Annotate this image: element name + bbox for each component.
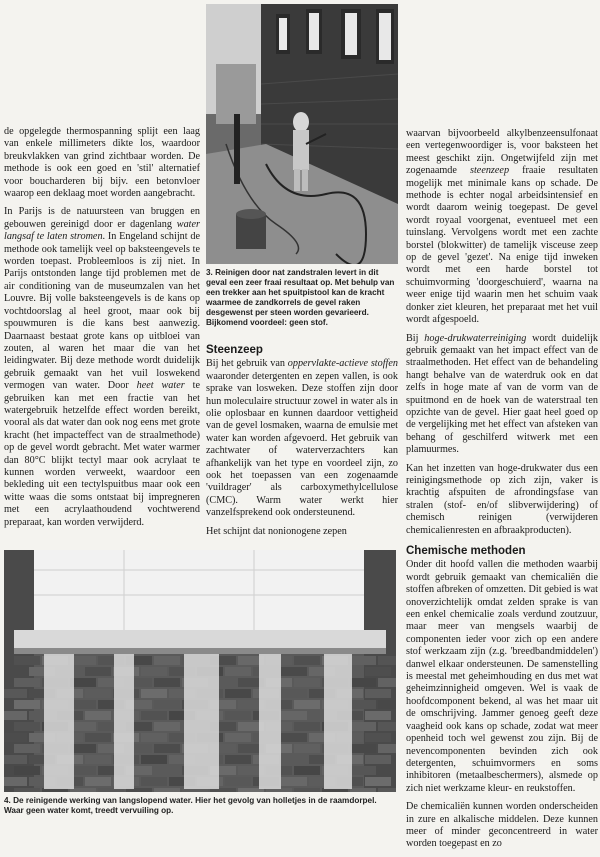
text: . In Engeland schijnt de methode ook tamelijk veel op baksteengevels te worden toepast. Probleemloos is zij niet. In Parijs ontstonden lange tijd problemen met de air conditioning van de museumzalen van het Louvre. Bij volle baksteengevels is de kans op vochtdoorslag al heel groot, maar ook bij spouwmuren is die kans best aanwezig. Daarnaast bestaat grote kans op uitbloei van zouten, al waren het maar die van het leidingwater. Bij deze methode wordt duidelijk gebruik gemaakt van het vuil loswekend vermogen van water. Door <box>4 231 200 392</box>
text: wordt duidelijk gebruik gemaakt van het impact effect van de straalmethoden. Het effect van de behandeling hangt behalve van de waterdruk ook en dat zelfs in hoge mate af van de vorm van de spuitmond en de hoek van de waterstraal ten opzichte van de gevel. Hier gaat heel goed op de vergelijking met het effect van afsteken van behang of geschilferd witwerk met een plamuurmes. <box>406 332 598 456</box>
sandblasting-photo-image <box>206 4 398 264</box>
text: Bij het gebruik van <box>206 358 288 370</box>
right-column <box>406 128 598 857</box>
paragraph <box>406 128 598 327</box>
text: De chemicaliën kunnen worden onderscheiden in zure en alkalische middelen. Deze kunnen meer of minder geconcentreerd in water worden toegepast en zo <box>406 801 598 850</box>
text: te gebruiken kan met een fractie van het watergebruik hetzelfde effect worden bereikt, vooral als dat water dan ook nog eens met grote kracht (het impacteffect van de straalmethode) op de gevel wordt gebracht. Met water warmer dan 80°C blijkt tectyl maar ook acrylaat te kunnen worden verweekt, waardoor een bekleding uit een tectylspuitbus maar ook een witte waas die soms ontstaat bij impregneren met een acrylaathoudend vochtwerend preparaat, kan worden verwijderd. <box>4 380 200 528</box>
photo-caption: 3. Reinigen door nat zandstralen levert in dit geval een zeer fraai resultaat op. Met behulp van een trekker aan het spuitpistool kan de kracht waarmee de zandkorrels de gevel raken desgewenst per steen worden gevarieerd. Bijkomend voordeel: geen stof. <box>206 268 395 327</box>
text: Het schijnt dat nonionogene zepen <box>206 525 347 537</box>
section-heading: Steenzeep <box>206 344 263 356</box>
paragraph <box>406 559 598 795</box>
section-heading: Chemische methoden <box>406 545 526 557</box>
paragraph <box>4 126 200 200</box>
paragraph <box>406 463 598 537</box>
emphasis: oppervlakte-actieve stoffen <box>287 358 398 370</box>
window-sill-photo-image <box>4 550 396 792</box>
middle-column <box>206 336 398 544</box>
paragraph <box>4 206 200 529</box>
left-column <box>4 126 200 535</box>
text: de opgelegde thermospanning splijt een laag van enkele millimeters dikte los, waardoor breukvlakken van grind zichtbaar worden. De methode is ook een goed en 'stil' alternatief voor boucharderen bij bijv. een betonvloer waarop een deklaag moet worden aangebracht. <box>4 126 200 200</box>
photo-window-sill <box>4 550 396 792</box>
text: waarvan bijvoorbeeld alkylbenzeensulfonaat een vertegenwoordiger is, voor baksteen het meest geschikt zijn. Ongetwijfeld zijn met zogenaamde <box>406 128 598 177</box>
emphasis: steenzeep <box>470 165 510 177</box>
emphasis: heet water <box>136 380 185 392</box>
text: In Parijs is de natuursteen van bruggen en gebouwen gereinigd door er dagenlang <box>4 206 200 230</box>
photo-sandblasting <box>206 4 398 264</box>
paragraph <box>206 358 398 519</box>
paragraph <box>406 333 598 457</box>
paragraph <box>206 526 398 538</box>
photo-caption: 4. De reinigende werking van langslopend water. Hier het gevolg van holletjes in de raamdorpel. Waar geen water komt, treedt vervuiling op. <box>4 796 377 815</box>
text: waaronder detergenten en zepen vallen, is ook sprake van losweken. Deze stoffen zijn door hun moleculaire structuur zowel in water als in olie oplosbaar en kunnen daardoor vettigheid van de gevel losmaken, waarna de emulsie met water kan worden afgevoerd. Het gebruik van zachtwater of waterverzachters kan afhankelijk van het type en voordeel zijn, zo ook het toepassen van een zogenaamde 'vuildrager' als carboxymethylcellulose (CMC). Warm water werkt hier vanzelfsprekend ook ondersteunend. <box>206 370 398 519</box>
text: Bij <box>406 332 425 344</box>
paragraph <box>406 801 598 851</box>
emphasis: water langsaf te laten stromen <box>4 218 200 243</box>
text: Onder dit hoofd vallen die methoden waarbij wordt gebruik gemaakt van chemicaliën die stoffen afbreken of omzetten. Dit gebied is wat onoverzichtelijk omdat zelden sprake is van een enkel chemicalie zoals verdund zoutzuur, maar meer van mengsels waarbij de componenten ieder voor zich op een andere stof werkzaam zijn (z.g. 'breedbandmiddelen') danwel elkaar ondersteunen. De samenstelling is meestal met geheimhouding en dus met wat geheimzinnigheid omgeven. Wel is vaak de hoofdcomponent bekend, al was het maar uit de omschrijving. Jammer genoeg geeft deze vaagheid ook kans op schade, zodat wat meer openheid toch wel gewenst zou zijn. Bij de nevencomponenten bevinden zich ook detergenten, schuimvormers en soms inhibitoren (metaalbeschermers), alsmede op zich niet werkzame kleur- en reukstoffen. <box>406 559 598 794</box>
text: fraaie resultaten mogelijk met minimale kans op schade. De methode is echter nogal arbeidsintensief en wordt daarom weinig toegepast. De gevel wordt royaal voorgenat, eventueel met een tuinslang. Vervolgens wordt met een zachte borstel (blokwitter) de tamelijk visceuse zeep op de gevel 'gezet'. Na enige tijd inweken wordt met een harde borstel tot schuimvorming 'doorgeschuierd', waarna na weer enige tijd waarin men het schuim vaak donker ziet kleuren, het preparaat met het vuil wordt afgespoeld. <box>406 165 598 326</box>
emphasis: hoge-drukwaterreiniging <box>424 332 527 344</box>
text: Kan het inzetten van hoge-drukwater dus een reinigingsmethode op zich zijn, vaker is krachtig afspuiten de afrondingsfase van stralen (stof- en/of slibverwijdering) of chemisch reinigen (verwijderen chemicalienresten en afbraakproducten). <box>406 462 598 536</box>
